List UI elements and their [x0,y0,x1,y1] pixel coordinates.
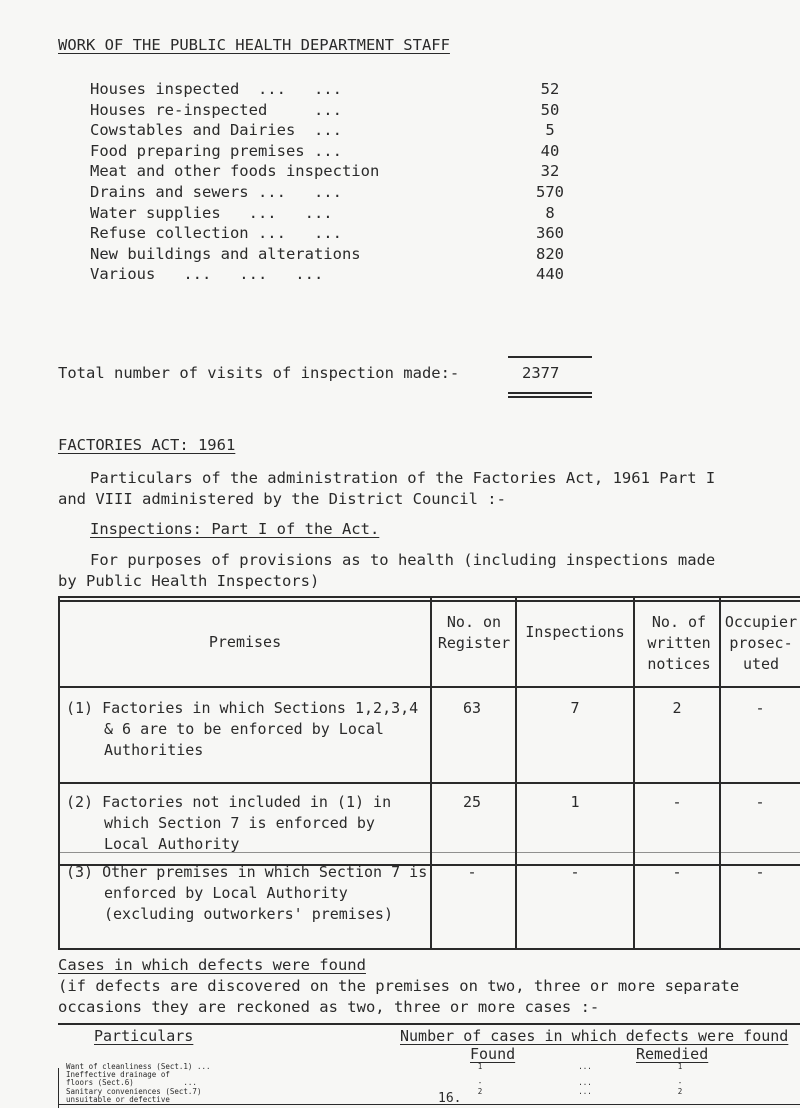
inspection-label: Houses re-inspected ... [90,100,342,119]
defect-found: - [477,1078,483,1088]
col-divider-4 [719,598,721,948]
factories-intro-line2: and VIII administered by the District Council :- [58,490,506,508]
row3-occupier: - [755,863,765,881]
row2-register: 25 [462,793,482,811]
row2-premises: (2) Factories not included in (1) in which Section 7 is enforced by Local Authority [66,793,392,853]
header-remedied: Remedied [636,1045,709,1063]
factories-intro-line1: Particulars of the administration of the Factories Act, 1961 Part I [90,469,716,487]
row1-premises: (1) Factories in which Sections 1,2,3,4 & 6 are to be enforced by Local Authorities [66,699,419,759]
header-occupier: Occupier prosec- uted [724,613,798,673]
inspection-label: Food preparing premises ... [90,141,342,160]
defect-dots: ... [578,1078,592,1088]
table-top-border-2 [58,600,800,602]
inspection-value: 820 [536,244,564,263]
inspection-label: Meat and other foods inspection [90,162,380,181]
header-premises: Premises [208,633,282,651]
defect-found: 1 [477,1062,483,1071]
page-number: 16. [438,1091,462,1106]
inspection-value: 360 [536,224,564,243]
inspection-value: 52 [540,80,560,98]
defect-remedied: 1 [677,1062,683,1071]
inspection-value: 50 [540,100,560,119]
row2-notices: - [672,793,682,811]
inspection-value: 570 [536,183,564,201]
inspection-label: Cowstables and Dairies ... [90,121,342,140]
row3-notices: - [672,863,682,881]
row3-register: - [467,863,477,881]
purpose-line1: For purposes of provisions as to health (including inspections made [90,551,716,569]
inspection-label: Refuse collection ... ... [90,224,342,243]
header-inspections: Inspections [525,623,625,641]
header-found: Found [470,1045,516,1063]
inspection-label: New buildings and alterations [90,244,361,263]
defects-heading: Cases in which defects were found [58,956,366,974]
defects-top-border [58,1023,800,1025]
factories-heading: FACTORIES ACT: 1961 [58,436,236,454]
table-header-divider [58,686,800,688]
total-value: 2377 [522,364,560,382]
inspection-value: 40 [540,141,560,160]
col-divider-3 [633,598,635,948]
purpose-line2: by Public Health Inspectors) [58,572,320,590]
row2-occupier: - [755,793,765,811]
inspection-value: 5 [545,121,555,140]
defects-left-border [58,1068,59,1108]
header-register: No. on Register [437,613,511,652]
row1-notices: 2 [672,699,682,717]
inspection-label: Drains and sewers ... ... [90,183,342,201]
header-particulars: Particulars [94,1027,194,1045]
row3-inspections: - [570,863,580,881]
defect-label: Sanitary conveniences (Sect.7) [66,1086,202,1096]
defect-label: floors (Sect.6) ... [66,1078,197,1088]
header-notices: No. of written notices [647,613,711,673]
page-title: WORK OF THE PUBLIC HEALTH DEPARTMENT STAFF [58,36,450,54]
row1-occupier: - [755,699,765,717]
row3-premises: (3) Other premises in which Section 7 is enforced by Local Authority (excluding outworkers' premises) [66,863,428,923]
row2-inspections: 1 [570,793,580,811]
inspection-value: 8 [545,203,555,222]
total-label: Total number of visits of inspection made:- [58,364,460,382]
defect-dots: ... [578,1086,592,1096]
col-divider-2 [515,598,517,948]
table-row1-divider [58,782,800,784]
defect-label: unsuitable or defective [66,1094,170,1104]
header-number: Number of cases in which defects were found [400,1027,789,1045]
row1-register: 63 [462,699,482,717]
defects-note-line1: (if defects are discovered on the premises on two, three or more separate [58,977,740,995]
defects-bottom-border [58,1104,800,1105]
defect-label: Ineffective drainage of [66,1070,170,1080]
defects-note-line2: occasions they are reckoned as two, three or more cases :- [58,998,600,1016]
defect-found: 2 [477,1086,483,1096]
defect-remedied: 2 [677,1086,683,1096]
inspection-label: Houses inspected ... ... [90,80,342,98]
inspection-value: 32 [540,162,560,181]
total-double-rule-2 [508,396,592,398]
table-top-border [58,596,800,598]
defect-dots: ... [578,1062,592,1071]
total-rule [508,356,592,358]
inspection-label: Water supplies ... ... [90,203,333,222]
total-double-rule-1 [508,392,592,394]
defect-label: Want of cleanliness (Sect.1) ... [66,1062,211,1071]
defect-remedied: - [677,1078,683,1088]
factories-subheading: Inspections: Part I of the Act. [90,520,380,538]
inspection-value: 440 [536,265,564,284]
inspection-label: Various ... ... ... [90,265,324,284]
table-bottom-border [58,948,800,950]
row1-inspections: 7 [570,699,580,717]
